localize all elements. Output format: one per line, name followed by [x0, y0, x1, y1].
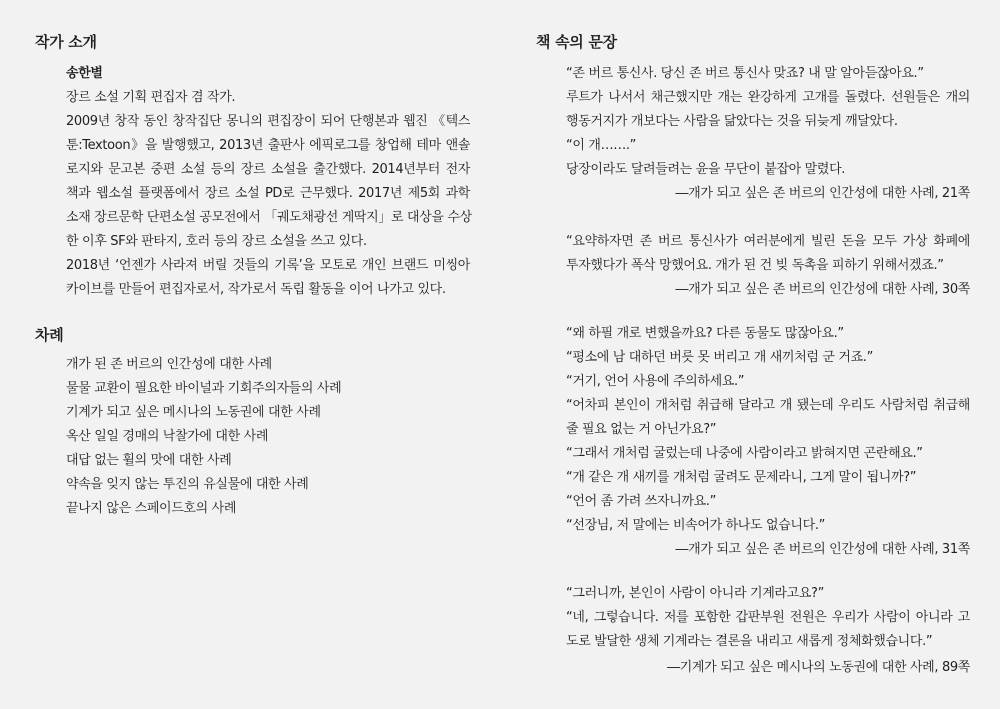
bio-line: 책과 웹소설 플랫폼에서 장르 소설 PD로 근무했다. 2017년 제5회 과학: [66, 186, 470, 201]
quotes-heading: 책 속의 문장: [536, 33, 617, 51]
bio-line: 장르 소설 기획 편집자 겸 작가.: [66, 90, 236, 105]
quote-line: 행동거지가 개보다는 사람을 닮았다는 것을 뒤늦게 깨달았다.: [566, 114, 898, 129]
author-heading: 작가 소개: [35, 33, 97, 51]
quote-line: 루트가 나서서 채근했지만 개는 완강하게 고개를 돌렸다. 선원들은 개의: [566, 90, 970, 105]
quote-line: 줄 필요 없는 거 아닌가요?”: [566, 422, 717, 437]
quote-source: ―개가 되고 싶은 존 버르의 인간성에 대한 사례, 30쪽: [675, 282, 970, 297]
quote-line: “요약하자면 존 버르 통신사가 여러분에게 빌린 돈을 모두 가상 화폐에: [566, 234, 970, 249]
quote-source: ―개가 되고 싶은 존 버르의 인간성에 대한 사례, 21쪽: [675, 186, 970, 201]
quote-line: 당장이라도 달려들려는 윤을 무단이 붙잡아 말렸다.: [566, 162, 846, 177]
toc-item: 물물 교환이 필요한 바이널과 기회주의자들의 사례: [66, 381, 342, 396]
quote-source: ―기계가 되고 싶은 메시나의 노동권에 대한 사례, 89쪽: [667, 660, 970, 675]
quote-line: “선장님, 저 말에는 비속어가 하나도 없습니다.”: [566, 518, 825, 533]
toc-item: 끝나지 않은 스페이드호의 사례: [66, 501, 237, 516]
quote-line: “이 개…….”: [566, 138, 637, 153]
quote-line: “그래서 개처럼 굴렀는데 나중에 사람이라고 밝혀지면 곤란해요.”: [566, 446, 923, 461]
toc-heading: 차례: [35, 326, 64, 344]
toc-item: 대답 없는 휠의 맛에 대한 사례: [66, 453, 232, 468]
quote-line: “존 버르 통신사. 당신 존 버르 통신사 맞죠? 내 말 알아듣잖아요.”: [566, 66, 924, 81]
toc-item: 약속을 잊지 않는 투진의 유실물에 대한 사례: [66, 477, 309, 492]
toc-item: 개가 된 존 버르의 인간성에 대한 사례: [66, 357, 272, 372]
bio-line: 한 이후 SF와 판타지, 호러 등의 장르 소설을 쓰고 있다.: [66, 234, 367, 249]
bio-line: 로지와 문고본 중편 소설 등의 장르 소설을 출간했다. 2014년부터 전자: [66, 162, 470, 177]
quote-line: “네, 그렇습니다. 저를 포함한 갑판부원 전원은 우리가 사람이 아니라 고: [566, 610, 970, 625]
quote-line: 도로 발달한 생체 기계라는 결론을 내리고 새롭게 정체화했습니다.”: [566, 634, 933, 649]
toc-item: 옥산 일일 경매의 낙찰가에 대한 사례: [66, 429, 269, 444]
quote-line: “평소에 남 대하던 버릇 못 버리고 개 새끼처럼 군 거죠.”: [566, 350, 873, 365]
bio-line: 카이브를 만들어 편집자로서, 작가로서 독립 활동을 이어 나가고 있다.: [66, 282, 446, 297]
quote-line: “왜 하필 개로 변했을까요? 다른 동물도 많잖아요.”: [566, 326, 844, 341]
quote-line: “언어 좀 가려 쓰자니까요.”: [566, 494, 716, 509]
toc-item: 기계가 되고 싶은 메시나의 노동권에 대한 사례: [66, 405, 321, 420]
quote-line: “개 같은 개 새끼를 개처럼 굴려도 문제라니, 그게 말이 됩니까?”: [566, 470, 917, 485]
bio-line: 소재 장르문학 단편소설 공모전에서 「궤도채광선 게딱지」로 대상을 수상: [66, 210, 472, 225]
author-name: 송한별: [66, 66, 103, 81]
quote-line: “그러니까, 본인이 사람이 아니라 기계라고요?”: [566, 586, 824, 601]
bio-line: 2009년 창작 동인 창작집단 몽니의 편집장이 되어 단행본과 웹진 《텍스: [66, 114, 470, 129]
bio-line: 툰:Textoon》을 발행했고, 2013년 출판사 에픽로그를 창업해 테마 앤솔: [66, 138, 470, 153]
quote-line: “어차피 본인이 개처럼 취급해 달라고 개 됐는데 우리도 사람처럼 취급해: [566, 398, 970, 413]
quote-line: “거기, 언어 사용에 주의하세요.”: [566, 374, 745, 389]
quote-source: ―개가 되고 싶은 존 버르의 인간성에 대한 사례, 31쪽: [675, 542, 970, 557]
bio-line: 2018년 ‘언젠가 사라져 버릴 것들의 기록’을 모토로 개인 브랜드 미씽아: [66, 258, 470, 273]
quote-line: 투자했다가 폭삭 망했어요. 개가 된 건 빚 독촉을 피하기 위해서겠죠.”: [566, 258, 944, 273]
